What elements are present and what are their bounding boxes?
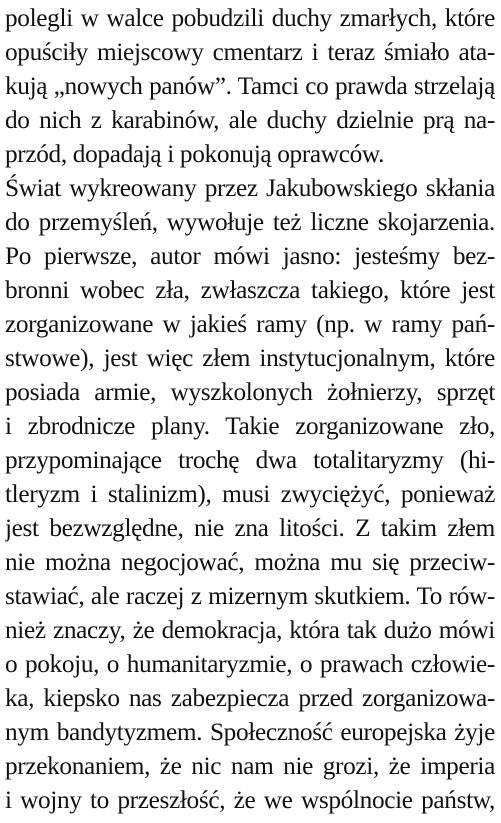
text-line: opuściły miejscowy cmentarz i teraz śmiało ata- (5, 38, 495, 66)
text-line: przód, dopadają i pokonują oprawców. (5, 140, 385, 168)
text-line: stawiać, ale raczej z mizernym skutkiem. To rów- (5, 582, 495, 610)
text-line: stwowe), jest więc złem instytucjonalnym, które (5, 344, 495, 372)
text-line: zorganizowane w jakieś ramy (np. w ramy pań- (5, 310, 495, 338)
text-line: przekonaniem, że nic nam nie grozi, że imperia (5, 752, 495, 780)
text-line: posiada armie, wyszkolonych żołnierzy, sprzęt (5, 378, 495, 406)
text-line: do nich z karabinów, ale duchy dzielnie prą na- (5, 106, 495, 134)
text-line: o pokoju, o humanitaryzmie, o prawach człowie- (5, 650, 495, 678)
text-line: kują „nowych panów”. Tamci co prawda strzelają (5, 72, 495, 100)
text-line: nie można negocjować, można mu się przeciw- (5, 548, 495, 576)
text-line: nież znaczy, że demokracja, która tak dużo mówi (5, 616, 495, 644)
text-line: przypominające trochę dwa totalitaryzmy (hi- (5, 446, 495, 474)
text-line: nym bandytyzmem. Społeczność europejska żyje (5, 718, 495, 746)
text-line: Po pierwsze, autor mówi jasno: jesteśmy bez- (5, 242, 495, 270)
text-line: tleryzm i stalinizm), musi zwyciężyć, ponieważ (5, 480, 495, 508)
text-line: bronni wobec zła, zwłaszcza takiego, które jest (5, 276, 495, 304)
text-line: do przemyśleń, wywołuje też liczne skojarzenia. (5, 208, 495, 236)
text-line: Świat wykreowany przez Jakubowskiego skłania (5, 174, 495, 202)
text-line: i wojny to przeszłość, że we wspólnocie państw, (5, 786, 495, 814)
text-line: polegli w walce pobudzili duchy zmarłych, które (5, 4, 495, 32)
text-line: i zbrodnicze plany. Takie zorganizowane zło, (5, 412, 495, 440)
text-line: ka, kiepsko nas zabezpiecza przed zorganizowa- (5, 684, 495, 712)
text-line: jest bezwzględne, nie zna litości. Z takim złem (5, 514, 495, 542)
